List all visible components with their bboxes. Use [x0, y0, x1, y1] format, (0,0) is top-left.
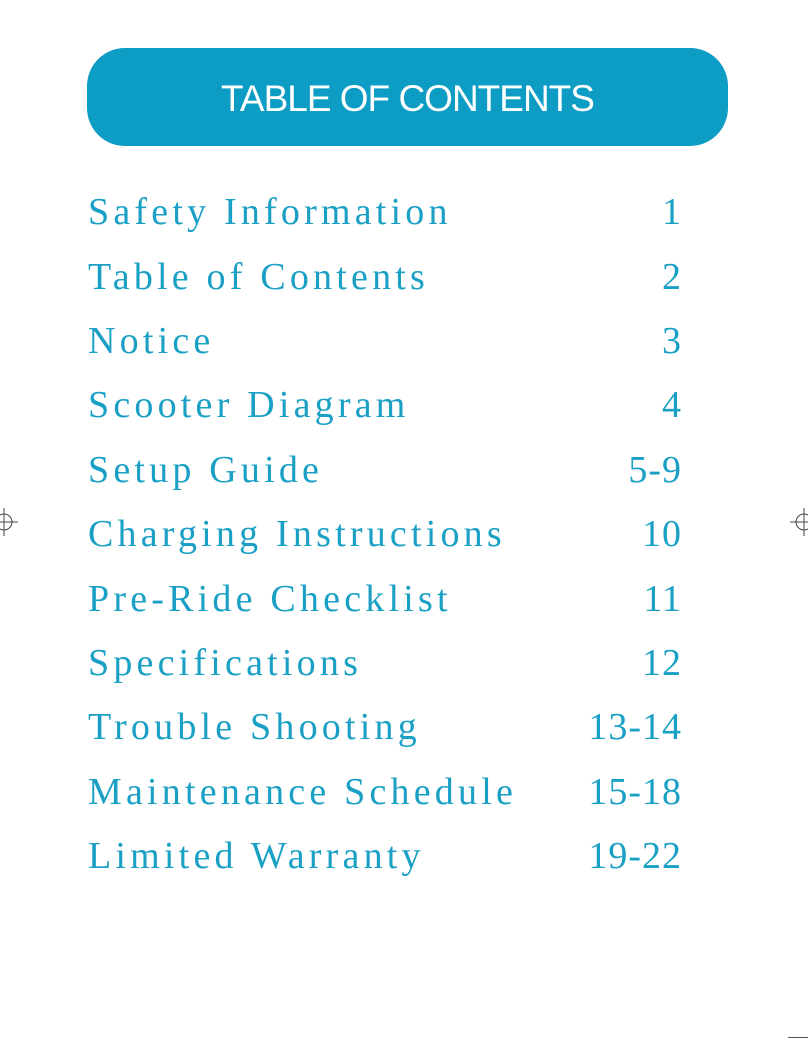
toc-entry-label: Limited Warranty	[88, 835, 425, 878]
toc-entry[interactable]	[88, 760, 682, 824]
page-title: TABLE OF CONTENTS	[221, 77, 594, 119]
toc-entry-label: Scooter Diagram	[88, 384, 410, 427]
toc-entry-label: Pre-Ride Checklist	[88, 577, 452, 620]
toc-entry-page: 11	[643, 577, 682, 620]
toc-entry[interactable]	[88, 631, 682, 695]
toc-entry[interactable]	[88, 373, 682, 437]
toc-entry-page: 10	[642, 513, 682, 556]
toc-entry-label: Notice	[88, 319, 215, 362]
registration-mark-icon	[790, 508, 808, 536]
toc-entry-page: 1	[662, 191, 682, 234]
toc-entry-label: Setup Guide	[88, 448, 324, 491]
toc-entry-page: 13-14	[588, 706, 682, 749]
toc-entry[interactable]	[88, 180, 682, 244]
toc-entry-label: Safety Information	[88, 191, 452, 234]
toc-entry-page: 5-9	[628, 448, 682, 491]
toc-entry-label: Specifications	[88, 641, 363, 684]
toc-entry-label: Charging Instructions	[88, 513, 506, 556]
toc-entry[interactable]	[88, 309, 682, 373]
toc-entry-label: Maintenance Schedule	[88, 770, 518, 813]
toc-entry-page: 12	[642, 641, 682, 684]
registration-mark-icon	[0, 508, 18, 536]
toc-entry[interactable]	[88, 695, 682, 759]
toc-entry[interactable]	[88, 502, 682, 566]
toc-entry[interactable]	[88, 438, 682, 502]
table-of-contents	[88, 180, 682, 888]
toc-entry-page: 3	[662, 319, 682, 362]
toc-entry-page: 19-22	[588, 835, 682, 878]
crop-mark	[788, 1037, 808, 1038]
header-banner	[87, 48, 728, 146]
toc-entry[interactable]	[88, 566, 682, 630]
toc-entry[interactable]	[88, 824, 682, 888]
toc-entry-page: 4	[662, 384, 682, 427]
toc-entry[interactable]	[88, 244, 682, 308]
toc-entry-label: Table of Contents	[88, 255, 430, 298]
toc-entry-page: 15-18	[588, 770, 682, 813]
toc-entry-label: Trouble Shooting	[88, 706, 421, 749]
toc-entry-page: 2	[662, 255, 682, 298]
